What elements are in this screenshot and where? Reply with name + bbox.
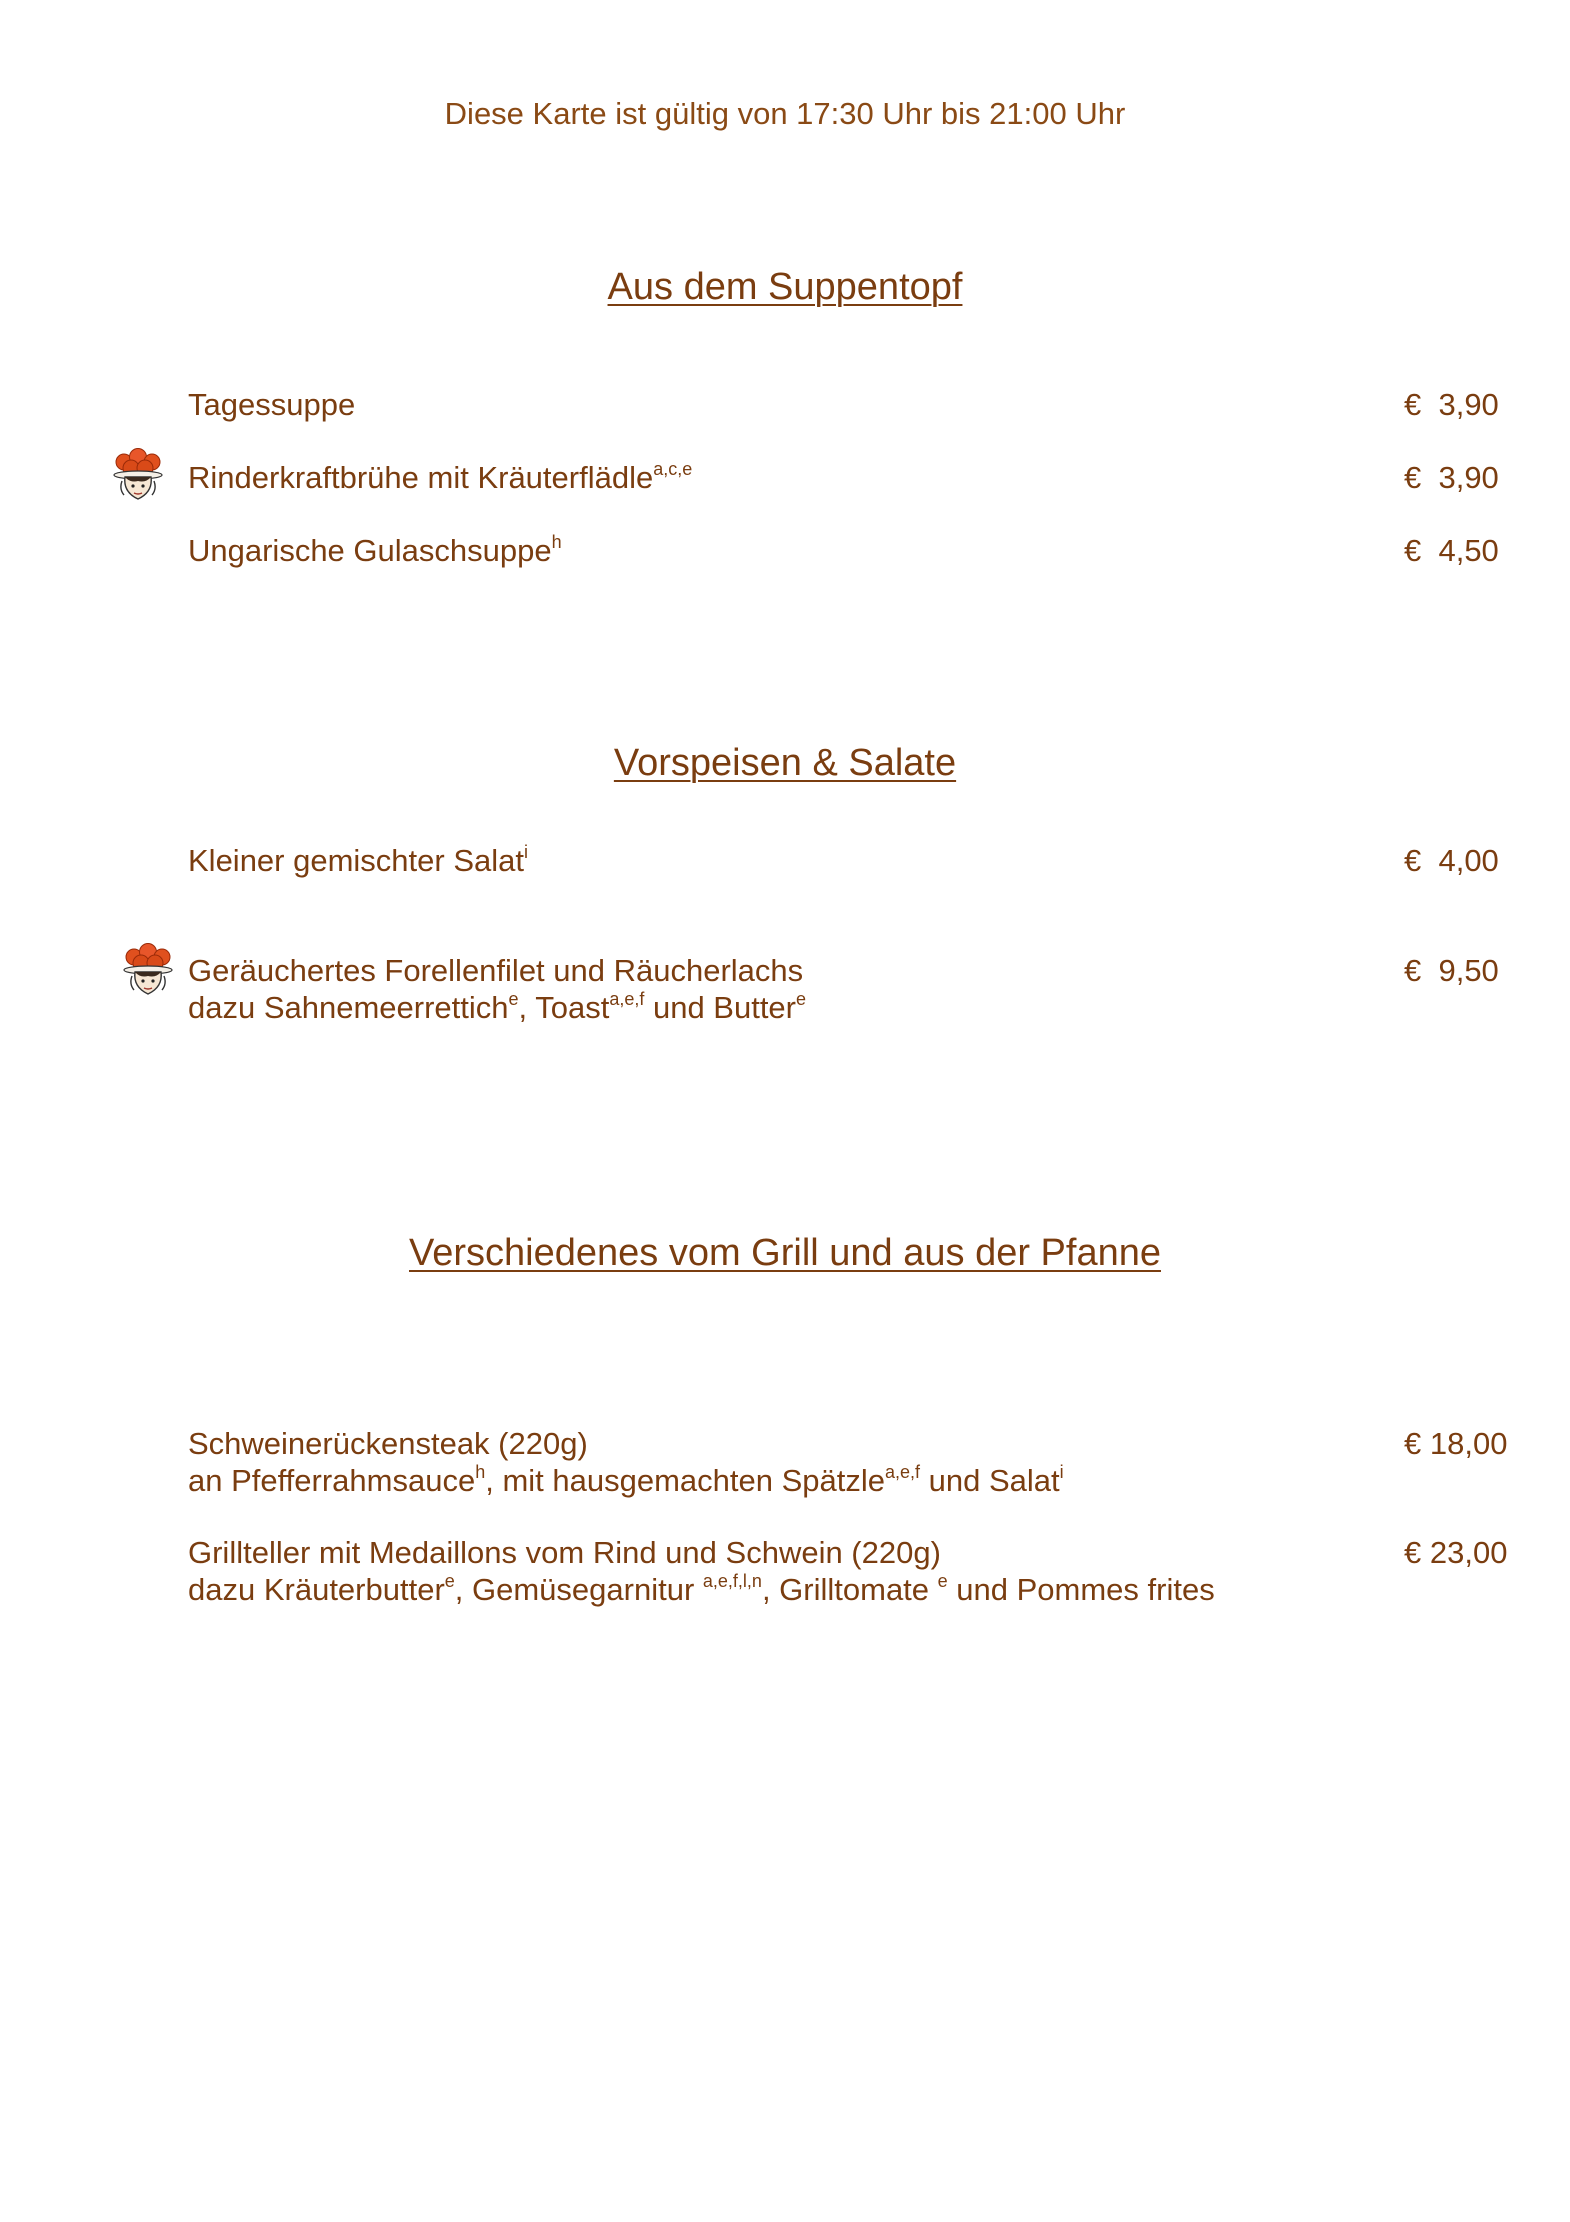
menu-item-schweinerueckensteak	[188, 1425, 1508, 1499]
item-price: € 23,00	[1404, 1535, 1508, 1570]
item-name: Tagessuppe	[188, 387, 356, 422]
item-price: € 18,00	[1404, 1426, 1508, 1461]
menu-item-forellenfilet	[188, 952, 1499, 1026]
validity-note: Diese Karte ist gültig von 17:30 Uhr bis 21:00 Uhr	[444, 96, 1126, 131]
section-title-grill: Verschiedenes vom Grill und aus der Pfanne	[409, 1232, 1161, 1274]
item-name: Ungarische Gulaschsuppe	[188, 533, 552, 568]
menu-item-tagessuppe	[188, 386, 1499, 423]
bollenhut-icon	[110, 448, 166, 504]
item-price: € 9,50	[1404, 953, 1499, 988]
item-description: an Pfefferrahmsauce$^h$, mit hausgemachten Spätzle$^{a,e,f}$ und Salat$^i$	[188, 1461, 1064, 1498]
allergen-codes: h	[551, 531, 562, 552]
item-price: € 3,90	[1404, 387, 1499, 422]
item-name: Geräuchertes Forellenfilet und Räucherlachs	[188, 953, 804, 988]
item-description: dazu Sahnemeerrettich$^e$, Toast$^{a,e,f}$ und Butter$^e$	[188, 988, 807, 1025]
item-name: Schweinerückensteak (220g)	[188, 1426, 588, 1461]
item-name: Rinderkraftbrühe mit Kräuterflädle	[188, 460, 654, 495]
section-title-suppentopf: Aus dem Suppentopf	[607, 266, 963, 308]
menu-item-gemischter-salat	[188, 841, 1499, 879]
item-price: € 3,90	[1404, 460, 1499, 495]
item-name: Kleiner gemischter Salat	[188, 843, 524, 878]
menu-item-gulaschsuppe	[188, 531, 1499, 569]
bollenhut-icon	[120, 943, 176, 999]
menu-item-grillteller	[188, 1534, 1508, 1608]
item-price: € 4,50	[1404, 533, 1499, 568]
item-price: € 4,00	[1404, 843, 1499, 878]
allergen-codes: a,c,e	[653, 458, 693, 479]
item-description: dazu Kräuterbutter$^e$, Gemüsegarnitur $^{a,e,f,l,n}$, Grilltomate $^e$ und Pommes frites	[188, 1570, 1215, 1607]
section-title-vorspeisen: Vorspeisen & Salate	[613, 742, 957, 784]
item-name: Grillteller mit Medaillons vom Rind und Schwein (220g)	[188, 1535, 941, 1570]
allergen-codes: i	[524, 841, 528, 862]
menu-item-rinderkraftbruehe	[188, 458, 1499, 496]
